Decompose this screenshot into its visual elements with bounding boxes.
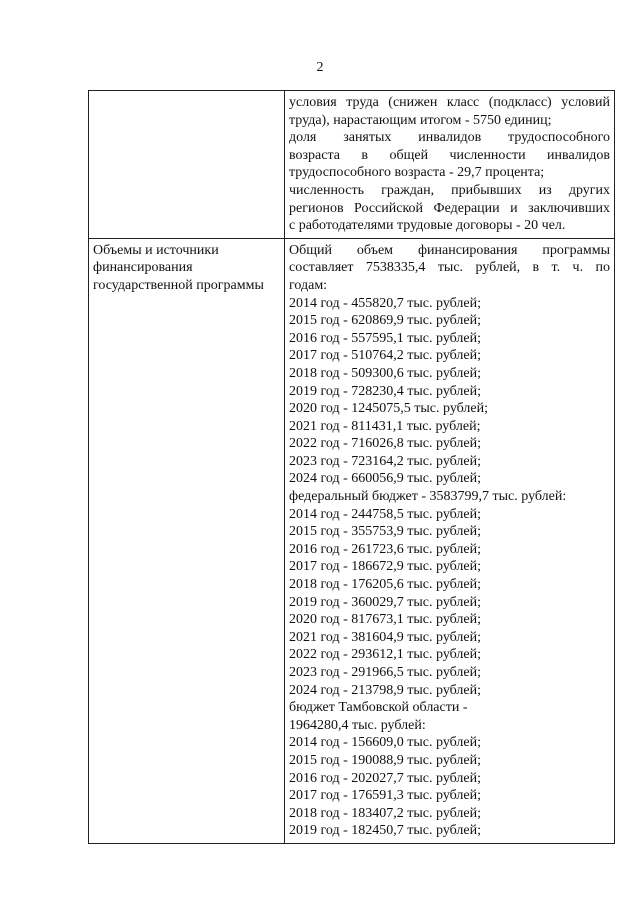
financing-label-cell [89, 238, 285, 843]
indicator-line: трудоспособного возраста - 29,7 процента; [289, 165, 545, 181]
federal-year-line: 2016 год - 261723,6 тыс. рублей; [289, 541, 482, 557]
total-year-line: 2014 год - 455820,7 тыс. рублей; [289, 295, 482, 311]
total-year-line: 2021 год - 811431,1 тыс. рублей; [289, 418, 481, 434]
regional-year-line: 2019 год - 182450,7 тыс. рублей; [289, 823, 482, 839]
regional-year-line: 2016 год - 202027,7 тыс. рублей; [289, 770, 482, 786]
page-number: 2 [316, 60, 324, 75]
program-passport-table [88, 90, 615, 844]
financing-intro-line: годам: [289, 277, 328, 293]
federal-year-line: 2015 год - 355753,9 тыс. рублей; [289, 524, 482, 540]
federal-year-line: 2021 год - 381604,9 тыс. рублей; [289, 629, 482, 645]
indicator-line: с работодателями трудовые договоры - 20 чел. [289, 218, 566, 234]
financing-intro-line: составляет 7538335,4 тыс. рублей, в т. ч. по [289, 260, 610, 276]
indicator-line: доля занятых инвалидов трудоспособного [289, 130, 610, 146]
regional-budget-heading: бюджет Тамбовской области - [289, 700, 468, 716]
federal-year-line: 2017 год - 186672,9 тыс. рублей; [289, 559, 482, 575]
financing-label-line: государственной программы [93, 277, 264, 293]
financing-label-line: финансирования [93, 260, 193, 276]
regional-budget-heading: 1964280,4 тыс. рублей: [289, 717, 426, 733]
total-year-line: 2015 год - 620869,9 тыс. рублей; [289, 313, 482, 329]
indicators-cell [285, 91, 615, 239]
federal-year-line: 2020 год - 817673,1 тыс. рублей; [289, 612, 482, 628]
regional-year-line: 2014 год - 156609,0 тыс. рублей; [289, 735, 482, 751]
regional-year-line: 2017 год - 176591,3 тыс. рублей; [289, 788, 482, 804]
total-year-line: 2022 год - 716026,8 тыс. рублей; [289, 436, 482, 452]
total-year-line: 2020 год - 1245075,5 тыс. рублей; [289, 401, 489, 417]
table-row-indicators [89, 91, 615, 239]
indicator-line: регионов Российской Федерации и заключивших [289, 200, 610, 216]
federal-year-line: 2018 год - 176205,6 тыс. рублей; [289, 577, 482, 593]
total-year-line: 2017 год - 510764,2 тыс. рублей; [289, 348, 482, 364]
table-row-financing [89, 238, 615, 843]
federal-year-line: 2023 год - 291966,5 тыс. рублей; [289, 665, 482, 680]
indicator-line: труда), нарастающим итогом - 5750 единиц; [289, 112, 552, 128]
financing-value-cell [285, 238, 615, 843]
indicator-line: условия труда (снижен класс (подкласс) условий [289, 95, 610, 110]
total-year-line: 2016 год - 557595,1 тыс. рублей; [289, 330, 482, 346]
regional-year-line: 2015 год - 190088,9 тыс. рублей; [289, 752, 482, 768]
financing-intro-line: Общий объем финансирования программы [289, 242, 610, 258]
federal-budget-heading: федеральный бюджет - 3583799,7 тыс. рублей: [289, 489, 567, 505]
federal-year-line: 2019 год - 360029,7 тыс. рублей; [289, 594, 482, 610]
federal-year-line: 2022 год - 293612,1 тыс. рублей; [289, 647, 482, 663]
total-year-line: 2023 год - 723164,2 тыс. рублей; [289, 453, 482, 469]
indicator-line: возраста в общей численности инвалидов [289, 147, 610, 163]
row-label-empty [89, 91, 285, 239]
indicator-line: численность граждан, прибывших из других [289, 182, 610, 198]
federal-year-line: 2014 год - 244758,5 тыс. рублей; [289, 506, 482, 522]
federal-year-line: 2024 год - 213798,9 тыс. рублей; [289, 682, 482, 698]
total-year-line: 2018 год - 509300,6 тыс. рублей; [289, 365, 482, 381]
total-year-line: 2024 год - 660056,9 тыс. рублей; [289, 471, 482, 487]
total-year-line: 2019 год - 728230,4 тыс. рублей; [289, 383, 482, 399]
financing-label-line: Объемы и источники [93, 242, 219, 258]
regional-year-line: 2018 год - 183407,2 тыс. рублей; [289, 805, 482, 821]
